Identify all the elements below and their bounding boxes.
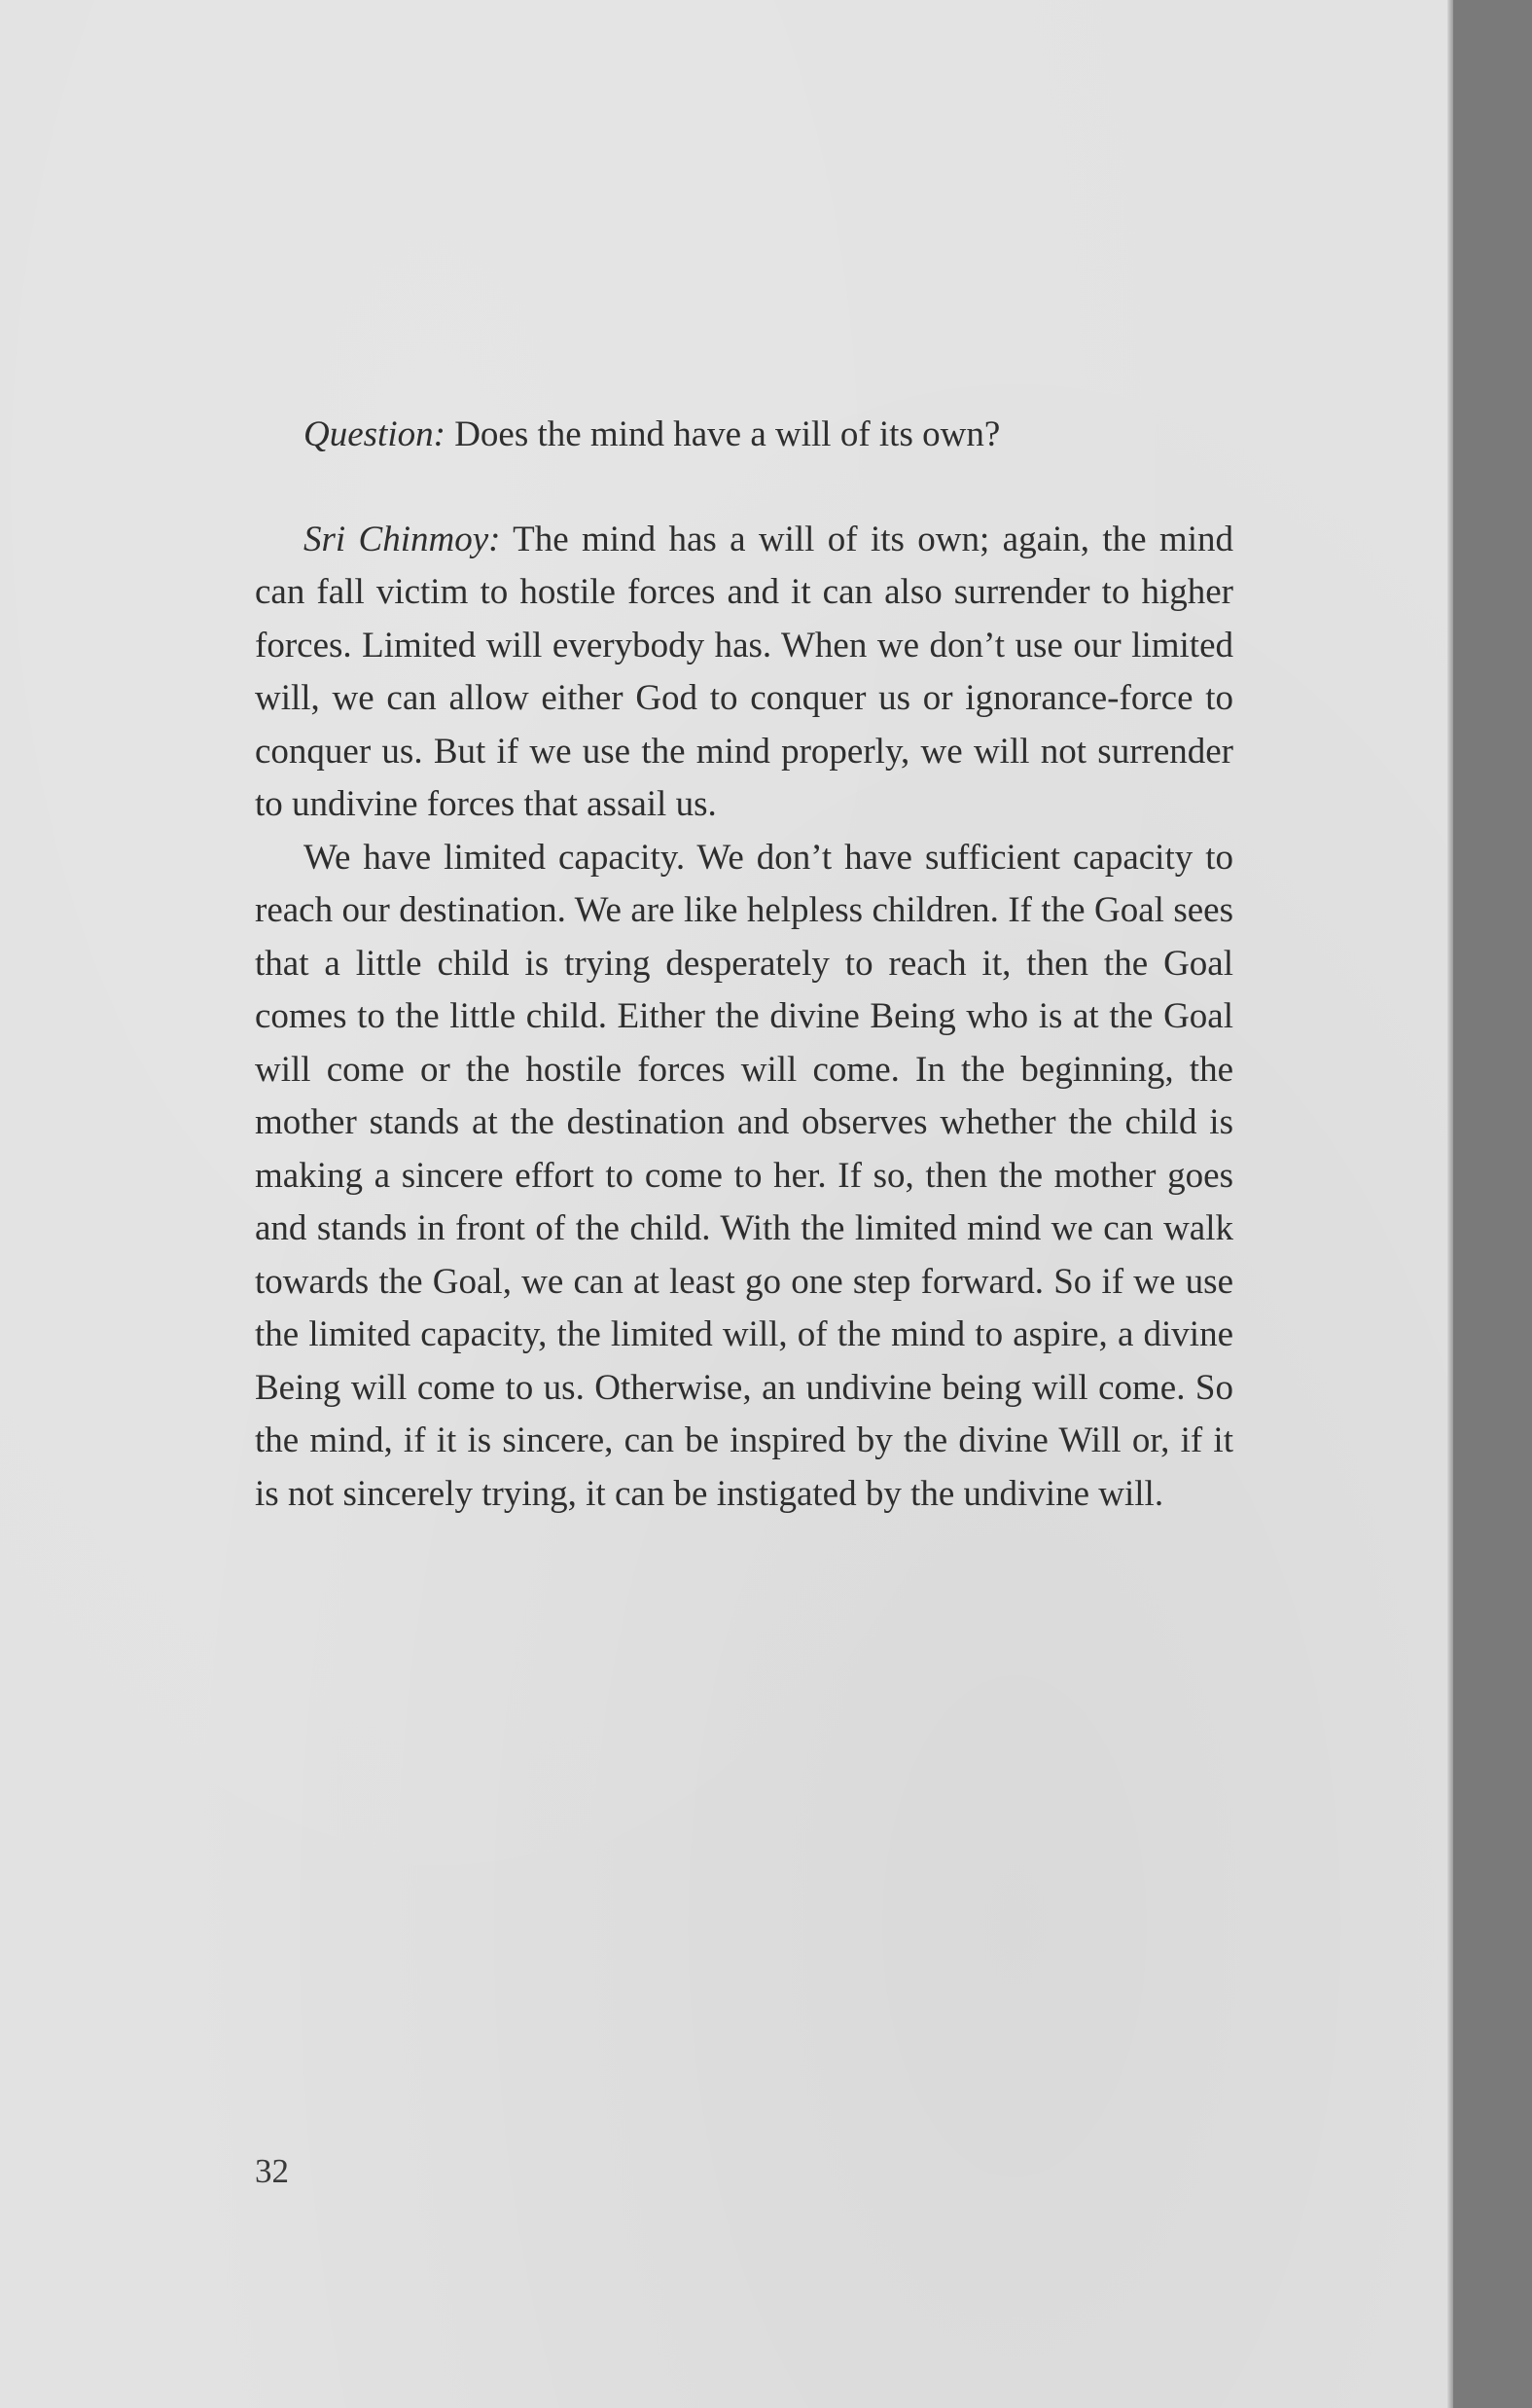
text-body [255,409,1233,1521]
question-speaker: Question: [303,414,445,454]
page-edge-shadow [1447,0,1453,2408]
answer-speaker: Sri Chinmoy: [303,519,501,559]
answer-paragraph-2 [255,832,1233,1522]
answer-text-2: We have limited capacity. We don’t have sufficient capacity to reach our destination. We are like helpless children. If the Goal sees that a little child is trying desperately to reach it, then the Goal comes to the little child. Either the divine Being who is at the Goal will come or the hostile forces will come. In the beginning, the mother stands at the destination and observes whether the child is making a sincere effort to come to her. If so, then the mother goes and stands in front of the child. With the limited mind we can walk towards the Goal, we can at least go one step forward. So if we use the limited capacity, the limited will, of the mind to aspire, a divine Being will come to us. Otherwise, an undivine being will come. So the mind, if it is sincere, can be inspired by the divine Will or, if it is not sincerely trying, it can be instigated by the undivine will. [255,837,1233,1514]
answer-paragraph-1 [255,514,1233,832]
paragraph-gap [255,462,1233,514]
question-paragraph [255,409,1233,462]
answer-text-1: The mind has a will of its own; again, the mind can fall victim to hostile forces and it can also surrender to higher forces. Limited will everybody has. When we don’t use our limited will, we can allow either God to conquer us or ignorance-force to conquer us. But if we use the mind properly, we will not surrender to undivine forces that assail us. [255,519,1233,824]
question-text: Does the mind have a will of its own? [454,414,1001,454]
page-number: 32 [255,2152,289,2190]
